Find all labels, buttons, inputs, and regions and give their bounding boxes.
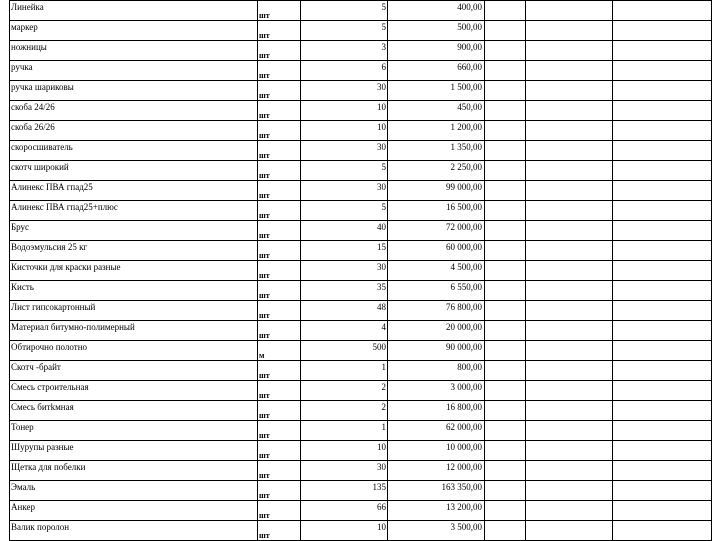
empty-cell (526, 441, 613, 461)
items-table-body (10, 1, 712, 541)
empty-cell (613, 341, 712, 361)
empty-cell (485, 301, 526, 321)
item-quantity-cell: 2 (301, 381, 388, 401)
item-unit-cell: шт (258, 241, 301, 261)
item-quantity-cell: 1 (301, 361, 388, 381)
item-quantity-cell: 30 (301, 181, 388, 201)
empty-cell (526, 81, 613, 101)
item-unit-cell: шт (258, 61, 301, 81)
item-unit-cell: шт (258, 321, 301, 341)
empty-cell (613, 41, 712, 61)
empty-cell (526, 481, 613, 501)
item-amount-cell: 6 550,00 (388, 281, 485, 301)
item-amount-cell: 99 000,00 (388, 181, 485, 201)
item-quantity-cell: 6 (301, 61, 388, 81)
item-quantity-cell: 5 (301, 1, 388, 21)
item-name-cell: скотч широкий (10, 161, 258, 181)
empty-cell (485, 261, 526, 281)
item-name-cell: ручка шариковы (10, 81, 258, 101)
table-row (10, 61, 712, 81)
empty-cell (485, 101, 526, 121)
item-name-cell: Линейка (10, 1, 258, 21)
table-row (10, 341, 712, 361)
item-amount-cell: 60 000,00 (388, 241, 485, 261)
empty-cell (613, 501, 712, 521)
item-amount-cell: 20 000,00 (388, 321, 485, 341)
item-amount-cell: 450,00 (388, 101, 485, 121)
empty-cell (613, 281, 712, 301)
empty-cell (613, 481, 712, 501)
empty-cell (485, 1, 526, 21)
item-unit-cell: шт (258, 121, 301, 141)
item-name-cell: Обтирочно полотно (10, 341, 258, 361)
table-row (10, 161, 712, 181)
item-quantity-cell: 4 (301, 321, 388, 341)
empty-cell (526, 21, 613, 41)
item-unit-cell: шт (258, 401, 301, 421)
item-unit-cell: шт (258, 501, 301, 521)
item-amount-cell: 1 350,00 (388, 141, 485, 161)
item-unit-cell: шт (258, 21, 301, 41)
item-unit-cell: шт (258, 161, 301, 181)
item-amount-cell: 163 350,00 (388, 481, 485, 501)
item-amount-cell: 72 000,00 (388, 221, 485, 241)
empty-cell (526, 201, 613, 221)
item-quantity-cell: 40 (301, 221, 388, 241)
empty-cell (526, 341, 613, 361)
empty-cell (526, 141, 613, 161)
item-name-cell: Валик поролон (10, 521, 258, 541)
item-name-cell: Водоэмульсия 25 кг (10, 241, 258, 261)
table-row (10, 81, 712, 101)
item-quantity-cell: 66 (301, 501, 388, 521)
table-row (10, 381, 712, 401)
table-row (10, 281, 712, 301)
item-quantity-cell: 5 (301, 201, 388, 221)
table-row (10, 221, 712, 241)
item-unit-cell: шт (258, 301, 301, 321)
item-amount-cell: 660,00 (388, 61, 485, 81)
item-quantity-cell: 5 (301, 21, 388, 41)
empty-cell (526, 241, 613, 261)
empty-cell (485, 341, 526, 361)
item-amount-cell: 90 000,00 (388, 341, 485, 361)
item-unit-cell: шт (258, 461, 301, 481)
item-quantity-cell: 10 (301, 101, 388, 121)
item-amount-cell: 62 000,00 (388, 421, 485, 441)
item-quantity-cell: 5 (301, 161, 388, 181)
table-row (10, 121, 712, 141)
empty-cell (485, 461, 526, 481)
empty-cell (485, 21, 526, 41)
item-amount-cell: 10 000,00 (388, 441, 485, 461)
empty-cell (526, 1, 613, 21)
empty-cell (613, 221, 712, 241)
empty-cell (526, 261, 613, 281)
item-unit-cell: шт (258, 81, 301, 101)
item-name-cell: ножницы (10, 41, 258, 61)
empty-cell (485, 421, 526, 441)
item-unit-cell: шт (258, 101, 301, 121)
item-amount-cell: 13 200,00 (388, 501, 485, 521)
table-row (10, 101, 712, 121)
empty-cell (613, 361, 712, 381)
item-unit-cell: шт (258, 381, 301, 401)
item-name-cell: скоросшиватель (10, 141, 258, 161)
table-row (10, 1, 712, 21)
empty-cell (485, 521, 526, 541)
empty-cell (526, 301, 613, 321)
empty-cell (485, 501, 526, 521)
empty-cell (613, 1, 712, 21)
item-quantity-cell: 35 (301, 281, 388, 301)
empty-cell (485, 361, 526, 381)
item-quantity-cell: 10 (301, 441, 388, 461)
empty-cell (613, 521, 712, 541)
table-row (10, 441, 712, 461)
empty-cell (485, 441, 526, 461)
item-name-cell: маркер (10, 21, 258, 41)
item-amount-cell: 12 000,00 (388, 461, 485, 481)
table-row (10, 21, 712, 41)
table-row (10, 141, 712, 161)
item-unit-cell: шт (258, 1, 301, 21)
table-row (10, 241, 712, 261)
item-name-cell: Материал битумно-полимерный (10, 321, 258, 341)
item-name-cell: Смесь строительная (10, 381, 258, 401)
empty-cell (485, 481, 526, 501)
empty-cell (613, 61, 712, 81)
table-row (10, 501, 712, 521)
empty-cell (526, 41, 613, 61)
empty-cell (485, 161, 526, 181)
empty-cell (613, 321, 712, 341)
item-amount-cell: 900,00 (388, 41, 485, 61)
empty-cell (613, 201, 712, 221)
table-row (10, 481, 712, 501)
item-unit-cell: шт (258, 201, 301, 221)
item-quantity-cell: 15 (301, 241, 388, 261)
item-name-cell: Смесь битkмная (10, 401, 258, 421)
empty-cell (613, 261, 712, 281)
empty-cell (485, 181, 526, 201)
item-quantity-cell: 30 (301, 261, 388, 281)
item-name-cell: Брус (10, 221, 258, 241)
item-amount-cell: 16 500,00 (388, 201, 485, 221)
items-table (9, 0, 712, 541)
item-unit-cell: шт (258, 261, 301, 281)
table-row (10, 421, 712, 441)
table-row (10, 521, 712, 541)
empty-cell (613, 421, 712, 441)
empty-cell (613, 401, 712, 421)
item-name-cell: Тонер (10, 421, 258, 441)
item-quantity-cell: 48 (301, 301, 388, 321)
table-row (10, 461, 712, 481)
empty-cell (526, 381, 613, 401)
item-amount-cell: 16 800,00 (388, 401, 485, 421)
item-quantity-cell: 30 (301, 81, 388, 101)
item-quantity-cell: 1 (301, 421, 388, 441)
item-name-cell: Алинекс ПВА гпад25+плюс (10, 201, 258, 221)
empty-cell (485, 41, 526, 61)
empty-cell (613, 101, 712, 121)
item-name-cell: ручка (10, 61, 258, 81)
item-quantity-cell: 2 (301, 401, 388, 421)
table-row (10, 301, 712, 321)
empty-cell (613, 121, 712, 141)
item-amount-cell: 500,00 (388, 21, 485, 41)
item-unit-cell: м (258, 341, 301, 361)
empty-cell (526, 501, 613, 521)
item-unit-cell: шт (258, 281, 301, 301)
item-quantity-cell: 10 (301, 521, 388, 541)
item-unit-cell: шт (258, 521, 301, 541)
item-unit-cell: шт (258, 141, 301, 161)
item-name-cell: Кисть (10, 281, 258, 301)
table-row (10, 181, 712, 201)
item-quantity-cell: 3 (301, 41, 388, 61)
empty-cell (613, 241, 712, 261)
empty-cell (485, 81, 526, 101)
empty-cell (485, 221, 526, 241)
item-unit-cell: шт (258, 181, 301, 201)
empty-cell (613, 81, 712, 101)
empty-cell (526, 101, 613, 121)
empty-cell (526, 61, 613, 81)
item-amount-cell: 1 500,00 (388, 81, 485, 101)
empty-cell (526, 461, 613, 481)
item-name-cell: Анкер (10, 501, 258, 521)
empty-cell (485, 401, 526, 421)
empty-cell (613, 161, 712, 181)
item-name-cell: Лист гипсокартонный (10, 301, 258, 321)
table-row (10, 261, 712, 281)
table-row (10, 361, 712, 381)
empty-cell (485, 121, 526, 141)
empty-cell (485, 381, 526, 401)
item-unit-cell: шт (258, 361, 301, 381)
empty-cell (613, 461, 712, 481)
item-name-cell: скоба 26/26 (10, 121, 258, 141)
item-amount-cell: 800,00 (388, 361, 485, 381)
empty-cell (613, 301, 712, 321)
item-amount-cell: 1 200,00 (388, 121, 485, 141)
empty-cell (526, 181, 613, 201)
item-amount-cell: 400,00 (388, 1, 485, 21)
empty-cell (526, 121, 613, 141)
item-unit-cell: шт (258, 441, 301, 461)
item-name-cell: Алинекс ПВА гпад25 (10, 181, 258, 201)
empty-cell (485, 201, 526, 221)
table-row (10, 401, 712, 421)
item-quantity-cell: 135 (301, 481, 388, 501)
empty-cell (485, 241, 526, 261)
item-name-cell: Эмаль (10, 481, 258, 501)
item-name-cell: Щетка для побелки (10, 461, 258, 481)
table-row (10, 201, 712, 221)
empty-cell (526, 521, 613, 541)
item-amount-cell: 3 000,00 (388, 381, 485, 401)
empty-cell (526, 361, 613, 381)
item-name-cell: Скотч -брайт (10, 361, 258, 381)
item-unit-cell: шт (258, 421, 301, 441)
empty-cell (526, 161, 613, 181)
empty-cell (526, 401, 613, 421)
empty-cell (613, 441, 712, 461)
item-amount-cell: 76 800,00 (388, 301, 485, 321)
empty-cell (485, 141, 526, 161)
item-quantity-cell: 500 (301, 341, 388, 361)
empty-cell (613, 381, 712, 401)
item-quantity-cell: 10 (301, 121, 388, 141)
empty-cell (613, 181, 712, 201)
empty-cell (485, 281, 526, 301)
item-quantity-cell: 30 (301, 461, 388, 481)
item-name-cell: Кисточки для краски разные (10, 261, 258, 281)
item-unit-cell: шт (258, 481, 301, 501)
item-amount-cell: 4 500,00 (388, 261, 485, 281)
empty-cell (526, 321, 613, 341)
item-name-cell: Шурупы разные (10, 441, 258, 461)
item-amount-cell: 3 500,00 (388, 521, 485, 541)
item-unit-cell: шт (258, 221, 301, 241)
empty-cell (613, 21, 712, 41)
table-row (10, 321, 712, 341)
empty-cell (613, 141, 712, 161)
item-amount-cell: 2 250,00 (388, 161, 485, 181)
item-name-cell: скоба 24/26 (10, 101, 258, 121)
table-row (10, 41, 712, 61)
empty-cell (485, 321, 526, 341)
empty-cell (526, 281, 613, 301)
item-unit-cell: шт (258, 41, 301, 61)
item-quantity-cell: 30 (301, 141, 388, 161)
empty-cell (526, 421, 613, 441)
empty-cell (526, 221, 613, 241)
empty-cell (485, 61, 526, 81)
